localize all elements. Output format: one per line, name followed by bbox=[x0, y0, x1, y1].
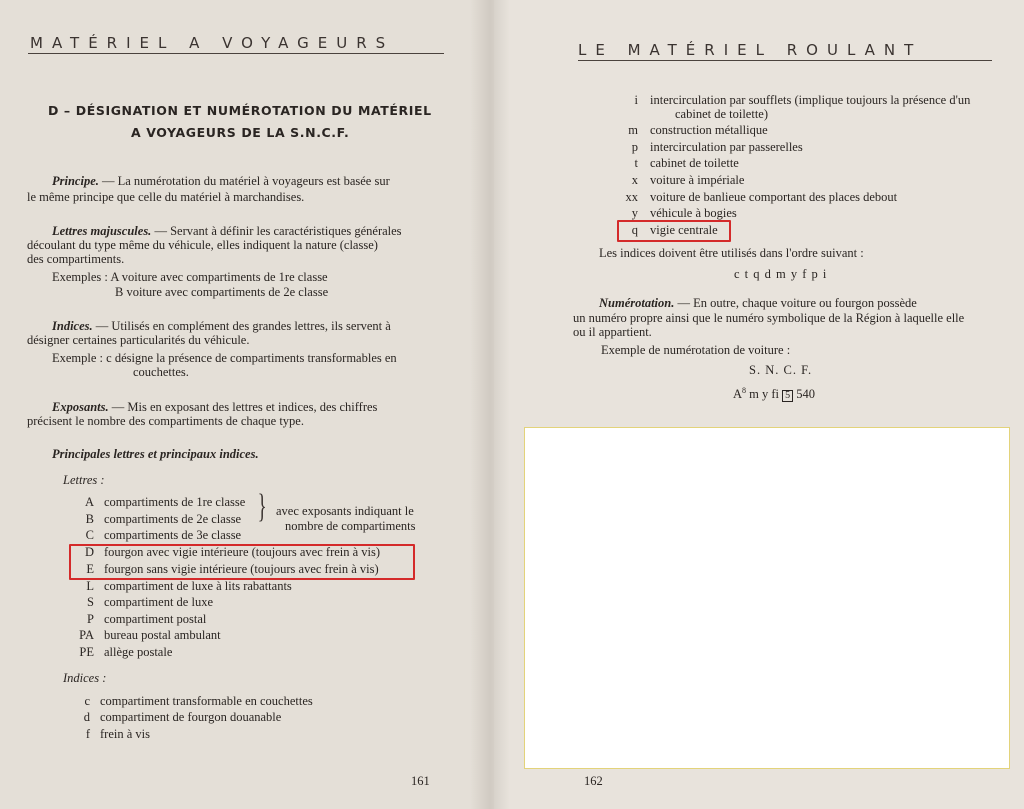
right-index-description: vigie centrale bbox=[650, 223, 718, 237]
example-code-sup: 8 bbox=[742, 386, 747, 395]
letter-description: fourgon sans vigie intérieure (toujours avec frein à vis) bbox=[104, 562, 379, 576]
brace-symbol: } bbox=[257, 488, 267, 525]
right-index-code: y bbox=[631, 206, 638, 220]
principales-heading: Principales lettres et principaux indices. bbox=[52, 447, 259, 461]
blank-redaction-area bbox=[524, 427, 1010, 769]
right-head-rule bbox=[578, 60, 992, 61]
lettres-label: Lettres : bbox=[63, 473, 105, 487]
majuscules-line3: des compartiments. bbox=[27, 252, 125, 266]
right-running-head: LE MATÉRIEL ROULANT bbox=[578, 41, 923, 59]
index-code: f bbox=[85, 727, 90, 741]
indices-label: Indices : bbox=[63, 671, 107, 685]
letter-description: bureau postal ambulant bbox=[104, 628, 221, 642]
majuscules-line2: découlant du type même du véhicule, elles indiquent la nature (classe) bbox=[27, 238, 378, 252]
numerotation-line3: ou il appartient. bbox=[573, 325, 652, 339]
numerotation-paragraph bbox=[599, 296, 917, 310]
example-code bbox=[733, 384, 815, 402]
letter-code: A bbox=[84, 495, 94, 509]
highlight-box-left bbox=[69, 544, 415, 580]
indices-example2: couchettes. bbox=[133, 365, 189, 379]
letter-description: fourgon avec vigie intérieure (toujours avec frein à vis) bbox=[104, 545, 381, 559]
letter-description: compartiments de 3e classe bbox=[104, 528, 242, 542]
brace-note-line1: avec exposants indiquant le bbox=[276, 504, 414, 518]
indices-example1: Exemple : c désigne la présence de compartiments transformables en bbox=[52, 351, 397, 365]
highlight-box-right bbox=[617, 220, 731, 242]
letter-description: compartiments de 2e classe bbox=[104, 512, 242, 526]
letter-code: B bbox=[85, 512, 94, 526]
section-title-line2: A VOYAGEURS DE LA S.N.C.F. bbox=[131, 125, 350, 140]
example-label: Exemple de numérotation de voiture : bbox=[601, 343, 791, 357]
right-index-description: voiture de banlieue comportant des places debout bbox=[650, 190, 898, 204]
index-description: compartiment de fourgon douanable bbox=[100, 710, 282, 724]
numerotation-line2: un numéro propre ainsi que le numéro symbolique de la Région à laquelle elle bbox=[573, 311, 965, 325]
principe-line2: le même principe que celle du matériel à marchandises. bbox=[27, 190, 305, 204]
letter-code: S bbox=[87, 595, 94, 609]
example-code-num: 540 bbox=[793, 387, 816, 402]
principe-term: Principe. bbox=[52, 174, 99, 188]
right-index-description: intercirculation par passerelles bbox=[650, 140, 803, 154]
book-gutter bbox=[470, 0, 510, 809]
right-index-code: q bbox=[631, 223, 638, 237]
indices-line1: — Utilisés en complément des grandes lettres, ils servent à bbox=[92, 319, 391, 333]
majuscules-paragraph bbox=[52, 224, 402, 238]
example-code-box: 5 bbox=[782, 390, 793, 402]
right-index-code: i bbox=[634, 93, 638, 107]
index-description: frein à vis bbox=[100, 727, 150, 741]
exposants-term: Exposants. bbox=[52, 400, 109, 414]
right-index-description: cabinet de toilette bbox=[650, 156, 739, 170]
exposants-line2: précisent le nombre des compartiments de chaque type. bbox=[27, 414, 304, 428]
indices-line2: désigner certaines particularités du véhicule. bbox=[27, 333, 250, 347]
numerotation-term: Numérotation. bbox=[599, 296, 675, 310]
letter-code: D bbox=[84, 545, 94, 559]
right-index-description: véhicule à bogies bbox=[650, 206, 737, 220]
letter-code: E bbox=[86, 562, 94, 576]
letter-code: C bbox=[85, 528, 94, 542]
indices-term: Indices. bbox=[52, 319, 93, 333]
principe-line1: — La numérotation du matériel à voyageurs est basée sur bbox=[98, 174, 390, 188]
order-text: Les indices doivent être utilisés dans l'ordre suivant : bbox=[599, 246, 864, 260]
letter-code: PA bbox=[79, 628, 94, 642]
section-title-line1: D – DÉSIGNATION ET NUMÉROTATION DU MATÉRIEL bbox=[48, 103, 432, 118]
letter-description: compartiment postal bbox=[104, 612, 207, 626]
letter-description: allège postale bbox=[104, 645, 173, 659]
majuscules-example2: B voiture avec compartiments de 2e classe bbox=[115, 285, 329, 299]
right-index-description: voiture à impériale bbox=[650, 173, 745, 187]
order-sequence: c t q d m y f p i bbox=[734, 267, 828, 281]
indices-paragraph bbox=[52, 319, 391, 333]
right-index-description-cont: cabinet de toilette) bbox=[675, 107, 769, 121]
left-head-rule bbox=[28, 53, 444, 54]
principe-paragraph bbox=[52, 174, 390, 188]
right-index-code: t bbox=[634, 156, 638, 170]
right-index-description: construction métallique bbox=[650, 123, 768, 137]
example-code-mid: m y fi bbox=[746, 387, 783, 402]
example-sncf: S. N. C. F. bbox=[749, 363, 813, 377]
letter-description: compartiment de luxe bbox=[104, 595, 213, 609]
right-index-code: p bbox=[631, 140, 638, 154]
left-page-number: 161 bbox=[411, 774, 430, 788]
letter-description: compartiments de 1re classe bbox=[104, 495, 246, 509]
right-index-code: x bbox=[631, 173, 638, 187]
letter-code: L bbox=[86, 579, 94, 593]
majuscules-line1: — Servant à définir les caractéristiques générales bbox=[151, 224, 402, 238]
letter-code: P bbox=[87, 612, 94, 626]
numerotation-line1: — En outre, chaque voiture ou fourgon possède bbox=[674, 296, 917, 310]
right-index-code: m bbox=[628, 123, 638, 137]
exposants-line1: — Mis en exposant des lettres et indices, des chiffres bbox=[108, 400, 378, 414]
right-index-description: intercirculation par soufflets (implique toujours la présence d'un bbox=[650, 93, 971, 107]
example-code-prefix: A bbox=[733, 387, 743, 402]
right-index-code: xx bbox=[625, 190, 638, 204]
index-description: compartiment transformable en couchettes bbox=[100, 694, 313, 708]
exposants-paragraph bbox=[52, 400, 377, 414]
brace-note-line2: nombre de compartiments bbox=[285, 519, 416, 533]
majuscules-term: Lettres majuscules. bbox=[52, 224, 152, 238]
left-running-head: MATÉRIEL A VOYAGEURS bbox=[30, 34, 395, 52]
majuscules-example1: Exemples : A voiture avec compartiments de 1re classe bbox=[52, 270, 328, 284]
letter-description: compartiment de luxe à lits rabattants bbox=[104, 579, 292, 593]
index-code: c bbox=[84, 694, 90, 708]
letter-code: PE bbox=[79, 645, 94, 659]
right-page-number: 162 bbox=[584, 774, 603, 788]
index-code: d bbox=[83, 710, 90, 724]
